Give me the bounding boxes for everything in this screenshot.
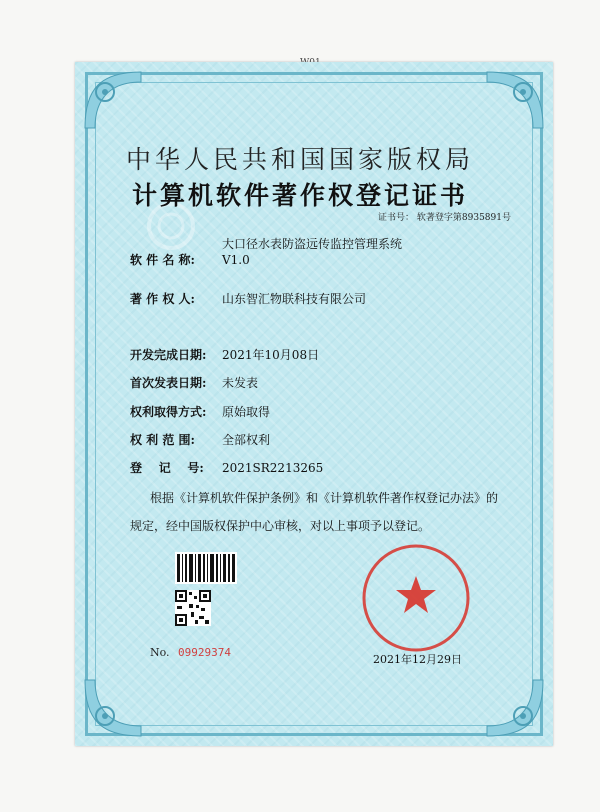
official-seal-icon <box>360 542 472 654</box>
corner-ornament-icon <box>81 676 145 740</box>
owner-row <box>130 290 366 307</box>
statement-line2: 规定，经中国版权保护中心审核，对以上事项予以登记。 <box>130 519 431 533</box>
completion-date-label: 开发完成日期: <box>130 348 207 362</box>
authority-title: 中华人民共和国国家版权局 <box>125 145 474 174</box>
certificate-number-value: 软著登字第8935891号 <box>416 213 511 223</box>
scope-row <box>130 431 270 448</box>
software-name-value <box>222 236 402 268</box>
software-name-line2: V1.0 <box>222 253 250 267</box>
owner-value: 山东智汇物联科技有限公司 <box>222 292 367 306</box>
serial-number-value: 09929374 <box>178 646 231 659</box>
first-publish-label: 首次发表日期: <box>130 376 207 390</box>
serial-number-label: No. <box>150 646 170 659</box>
first-publish-value: 未发表 <box>222 376 259 390</box>
barcode-icon <box>175 552 237 584</box>
completion-date-row <box>130 346 319 363</box>
corner-ornament-icon <box>483 676 547 740</box>
owner-label: 著 作 权 人: <box>130 292 195 306</box>
scope-value: 全部权利 <box>222 433 271 447</box>
certificate-title: 计算机软件著作权登记证书 <box>131 181 468 210</box>
acquisition-row <box>130 403 270 420</box>
issue-date: 2021年12月29日 <box>373 653 462 666</box>
software-name-line1: 大口径水表防盗远传监控管理系统 <box>222 237 403 251</box>
corner-ornament-icon <box>483 68 547 132</box>
statement-paragraph <box>130 484 530 540</box>
certificate-number <box>378 210 511 223</box>
first-publish-row <box>130 374 258 391</box>
registration-number-value: 2021SR2213265 <box>222 461 324 475</box>
statement-line1: 根据《计算机软件保护条例》和《计算机软件著作权登记办法》的 <box>150 491 499 505</box>
scope-label: 权 利 范 围: <box>130 433 195 447</box>
qr-code-icon <box>175 590 211 626</box>
corner-ornament-icon <box>81 68 145 132</box>
completion-date-value: 2021年10月08日 <box>222 348 320 362</box>
acquisition-value: 原始取得 <box>222 405 271 419</box>
registration-number-label: 登 记 号: <box>130 461 204 475</box>
software-name-label: 软 件 名 称: <box>130 253 195 267</box>
registration-number-row <box>130 459 323 476</box>
certificate-number-label: 证书号： <box>378 213 415 223</box>
acquisition-label: 权利取得方式: <box>130 405 207 419</box>
software-name-row <box>130 236 402 268</box>
